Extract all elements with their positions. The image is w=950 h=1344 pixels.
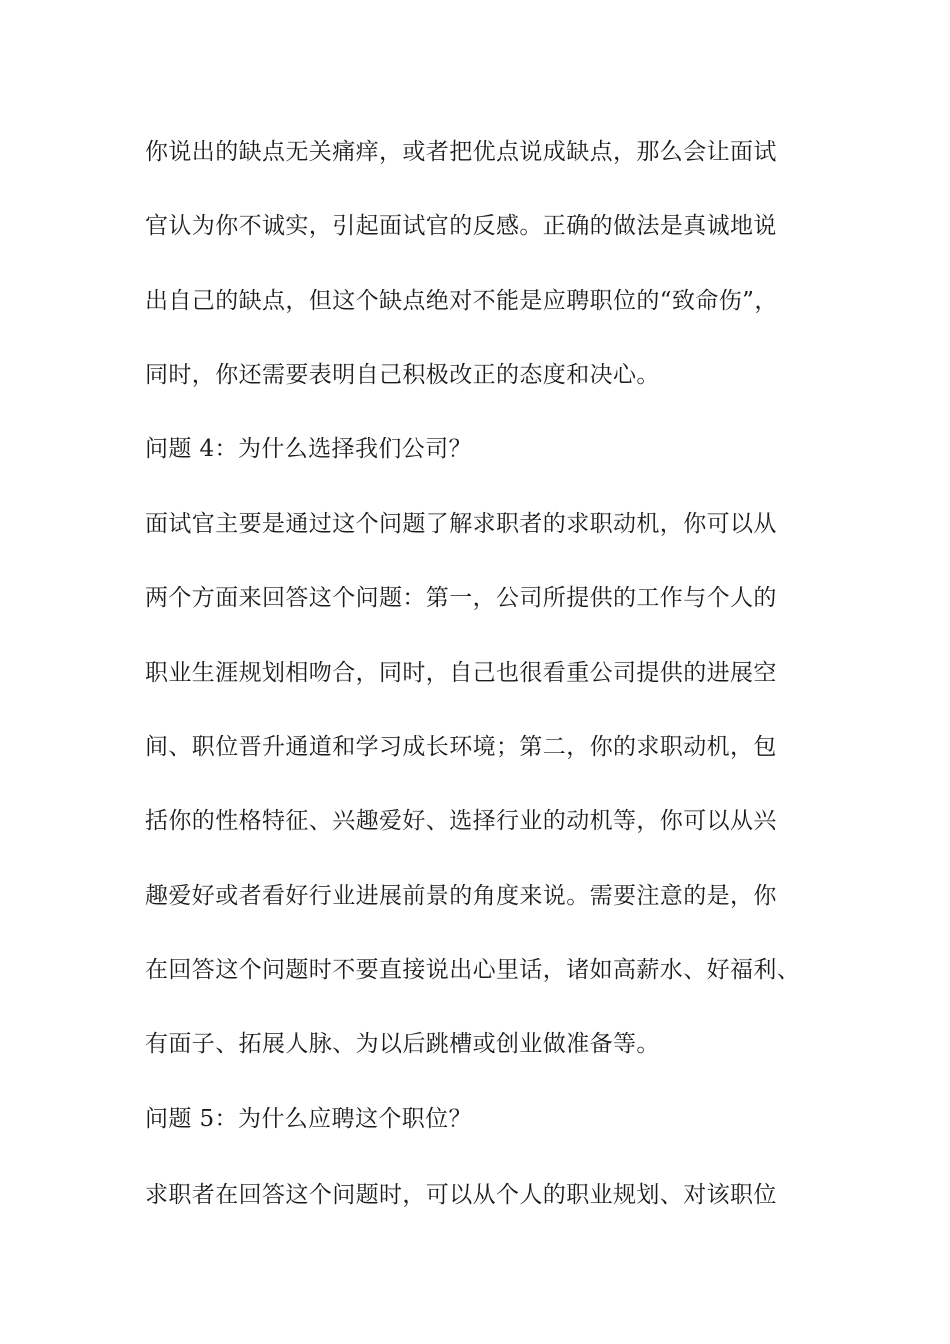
question-heading: 问题 4：为什么选择我们公司？ [145,436,472,462]
paragraph-line: 官认为你不诚实，引起面试官的反感。正确的做法是真诚地说 [145,213,777,239]
question-heading: 问题 5：为什么应聘这个职位？ [145,1106,472,1132]
paragraph-line: 两个方面来回答这个问题：第一，公司所提供的工作与个人的 [145,585,777,611]
paragraph-line: 趣爱好或者看好行业进展前景的角度来说。需要注意的是，你 [145,883,777,909]
paragraph-line: 在回答这个问题时不要直接说出心里话，诸如高薪水、好福利、 [145,957,801,983]
paragraph-line: 有面子、拓展人脉、为以后跳槽或创业做准备等。 [145,1031,660,1057]
paragraph-line: 求职者在回答这个问题时，可以从个人的职业规划、对该职位 [145,1182,777,1208]
paragraph-line: 间、职位晋升通道和学习成长环境；第二，你的求职动机，包 [145,734,777,760]
paragraph-line: 你说出的缺点无关痛痒，或者把优点说成缺点，那么会让面试 [145,139,777,165]
paragraph-line: 面试官主要是通过这个问题了解求职者的求职动机，你可以从 [145,511,777,537]
paragraph-line: 同时，你还需要表明自己积极改正的态度和决心。 [145,362,660,388]
paragraph-line: 职业生涯规划相吻合，同时，自己也很看重公司提供的进展空 [145,660,777,686]
paragraph-line: 括你的性格特征、兴趣爱好、选择行业的动机等，你可以从兴 [145,808,777,834]
paragraph-line: 出自己的缺点，但这个缺点绝对不能是应聘职位的“致命伤”， [145,288,778,314]
